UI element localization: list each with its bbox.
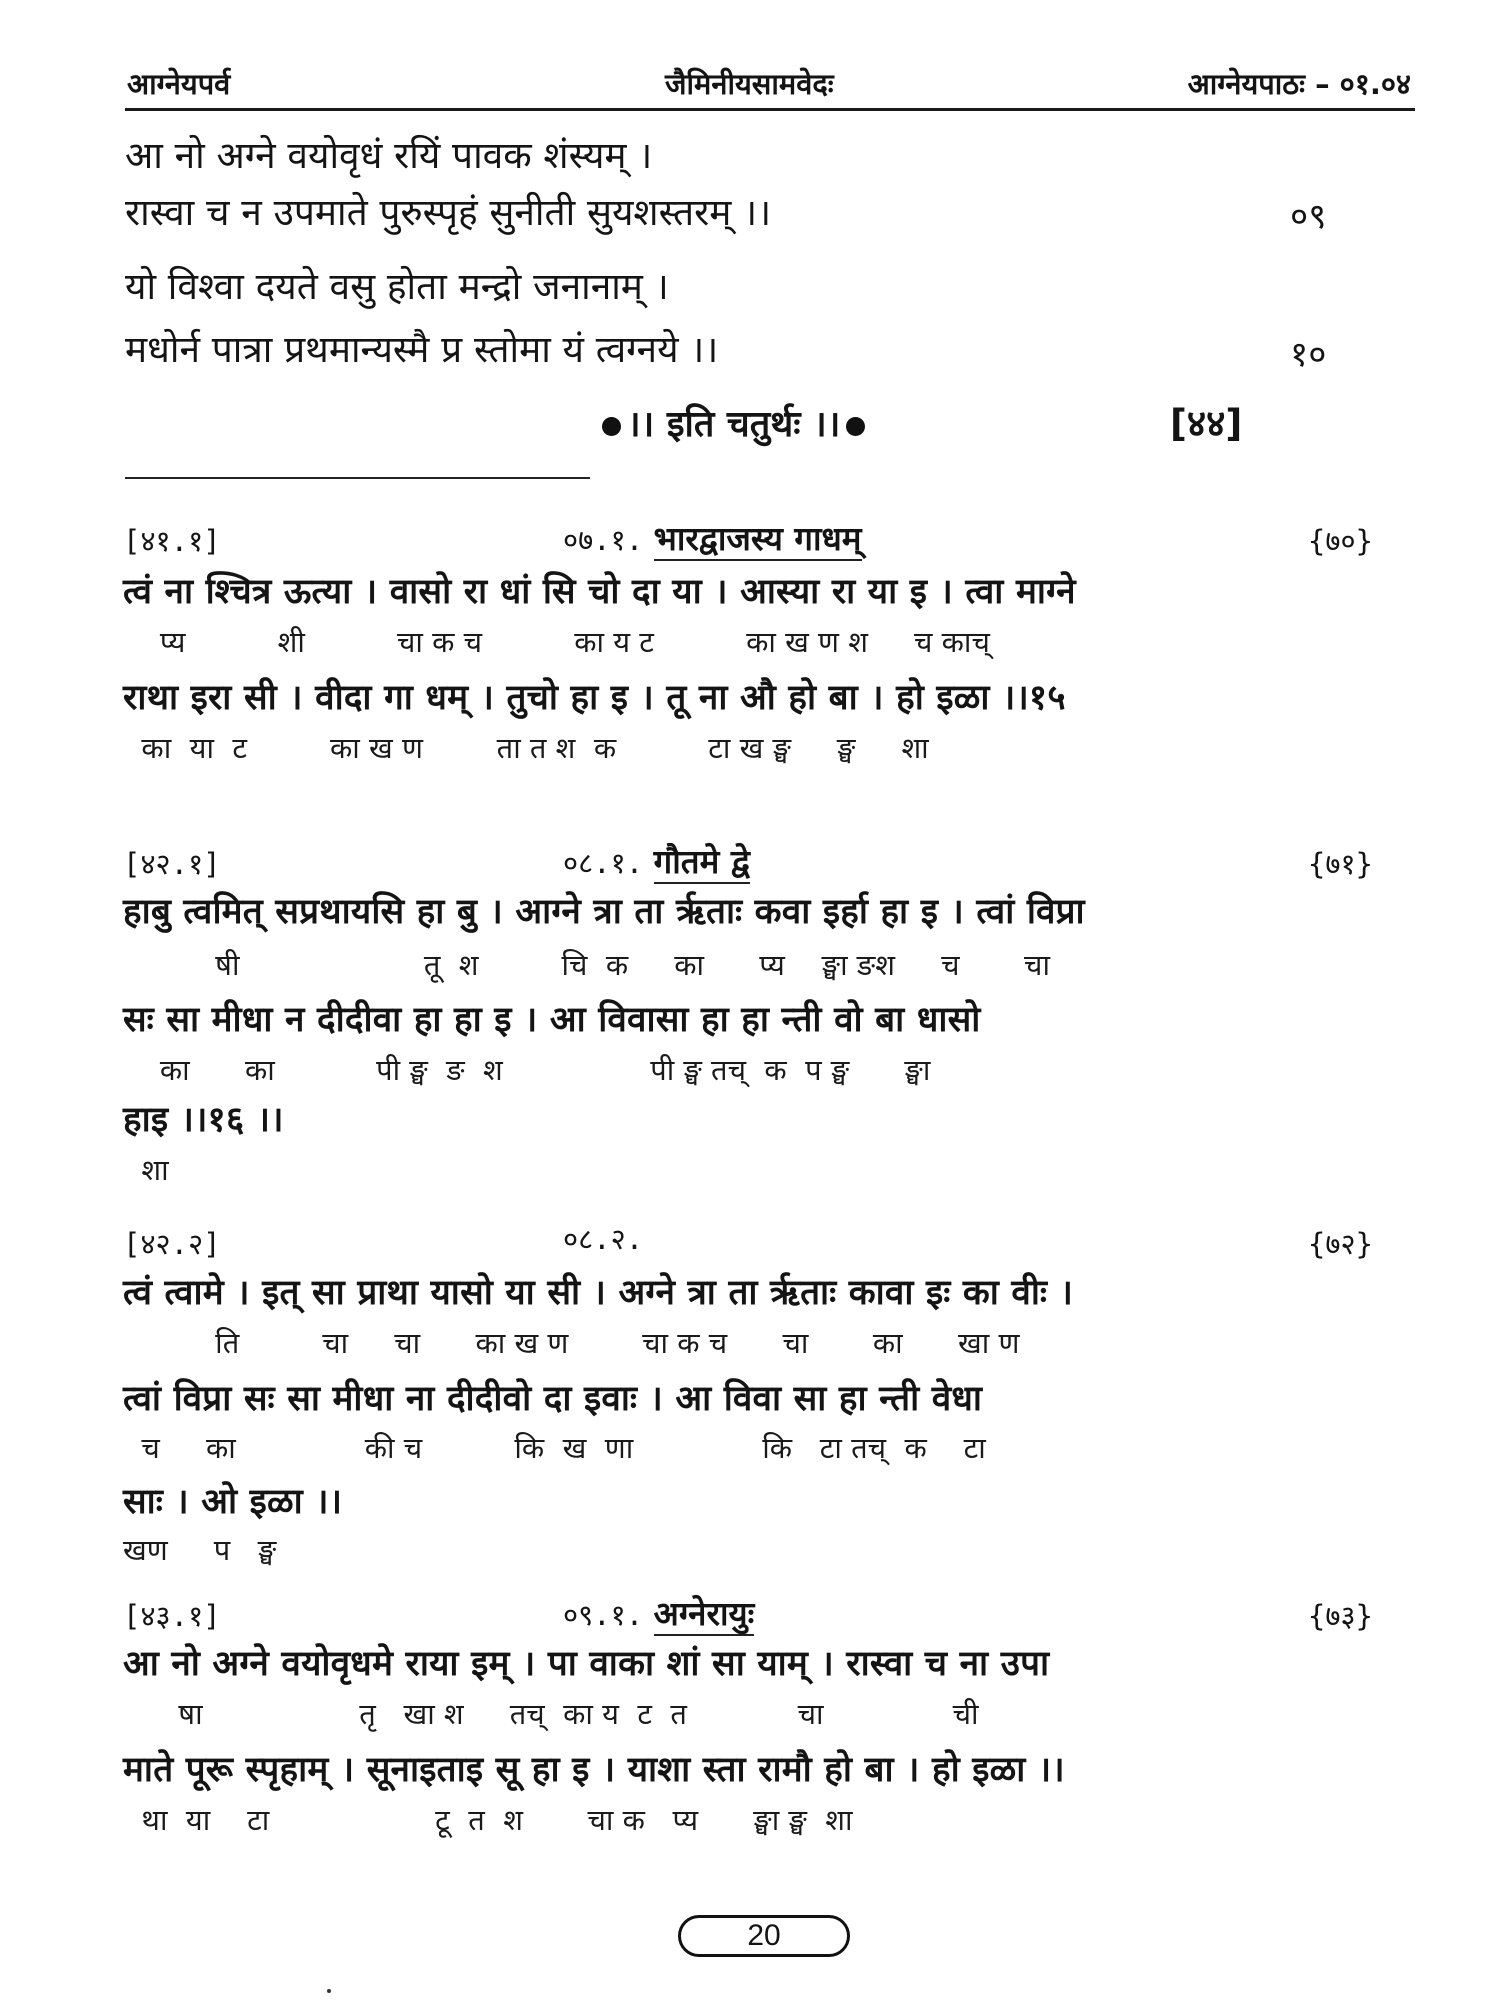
section-ending: [596, 398, 871, 447]
notation-line: ति चा चा का ख ण चा क च चा का खा ण: [123, 1326, 1020, 1360]
scan-speck: [327, 1989, 331, 1993]
header-center: जैमिनीयसामवेदः: [665, 67, 834, 101]
section-title: [563, 838, 750, 883]
section-title: [563, 515, 862, 560]
chant-line: त्वं त्वामे । इत् सा प्राथा यासो या सी । अग्ने त्रा ता रृताः कावा इः का वीः ।: [123, 1273, 1074, 1313]
section-index: {७२}: [1307, 1227, 1373, 1261]
header-right: आग्नेयपाठः – ०१.०४: [1187, 67, 1411, 101]
page-number: 20: [747, 1919, 781, 1952]
section-ref: [४१.१]: [123, 524, 221, 558]
chant-line: त्वां विप्रा सः सा मीधा ना दीदीवो दा इवाः । आ विवा सा हा न्ती वेधा: [123, 1379, 983, 1419]
chant-line: साः । ओ इळा ।।: [123, 1482, 343, 1522]
section-name: गौतमे द्वे: [654, 842, 750, 884]
section-name: भारद्वाजस्य गाधम्: [654, 519, 862, 561]
notation-line: षी तू श चि क का प्य ङ्घा ङश च चा: [123, 948, 1050, 982]
notation-line: शा: [123, 1153, 169, 1187]
section-header: [123, 838, 1373, 884]
section-index: {७३}: [1307, 1599, 1373, 1633]
notation-line: का या ट का ख ण ता त श क टा ख ङ्घ ङ्घ शा: [123, 731, 929, 765]
section-header: [123, 1590, 1373, 1636]
section-header: [123, 1218, 1373, 1264]
chant-line: माते पूरू स्पृहाम् । सूनाइताइ सू हा इ । याशा स्ता रामौ हो बा । हो इळा ।।: [123, 1750, 1065, 1790]
bullet-icon: [846, 417, 865, 436]
section-title: [563, 1590, 754, 1635]
section-header: [123, 515, 1373, 561]
verse-line: रास्वा च न उपमाते पुरुस्पृहं सुनीती सुयशस्तरम् ।।: [125, 191, 772, 234]
verse-number: १०: [1290, 335, 1327, 375]
section-ref: [४३.१]: [123, 1599, 221, 1633]
verse-line: आ नो अग्ने वयोवृधं रयिं पावक शंस्यम् ।: [125, 134, 653, 177]
chant-line: हाइ ।।१६ ।।: [123, 1100, 284, 1140]
section-number: ०८.२.: [563, 1222, 644, 1256]
notation-line: था या टा टू त श चा क प्य ङ्घा ङ्घ शा: [123, 1803, 853, 1837]
section-number: ०९.१.: [563, 1598, 644, 1632]
notation-line: का का पी ङ्घ ङ श पी ङ्घ तच् क प ङ्घ ङ्घा: [123, 1053, 931, 1087]
divider: [125, 477, 590, 479]
page-number-badge: [678, 1915, 850, 1957]
verse-line: यो विश्वा दयते वसु होता मन्द्रो जनानाम् ।: [125, 265, 669, 308]
notation-line: खण प ङ्घ: [123, 1533, 277, 1567]
section-number: ०८.१.: [563, 846, 644, 880]
chant-line: सः सा मीधा न दीदीवा हा हा इ । आ विवासा हा हा न्ती वो बा धासो: [123, 1000, 981, 1040]
verse-total: [४४]: [1170, 402, 1243, 445]
chant-line: राथा इरा सी । वीदा गा धम् । तुचो हा इ । तू ना औ हो बा । हो इळा ।।१५: [123, 678, 1066, 718]
notation-line: षा तृ खा श तच् का य ट त चा ची: [123, 1697, 979, 1731]
section-number: ०७.१.: [563, 523, 644, 557]
page-header: [125, 62, 1415, 111]
section-index: {७०}: [1307, 524, 1373, 558]
chant-line: आ नो अग्ने वयोवृधमे राया इम् । पा वाका शां सा याम् । रास्वा च ना उपा: [123, 1644, 1050, 1684]
verse-number: ०९: [1290, 197, 1327, 237]
section-name: अग्नेरायुः: [654, 1594, 755, 1636]
section-title: [563, 1218, 643, 1258]
bullet-icon: [602, 417, 621, 436]
section-ref: [४२.१]: [123, 847, 221, 881]
section-index: {७१}: [1307, 847, 1373, 881]
ending-text: ।। इति चतुर्थः ।।: [627, 404, 841, 445]
header-left: आग्नेयपर्व: [127, 67, 231, 101]
chant-line: त्वं ना श्चित्र ऊत्या । वासो रा धां सि चो दा या । आस्या रा या इ । त्वा माग्ने: [123, 572, 1076, 612]
chant-line: हाबु त्वमित् सप्रथायसि हा बु । आग्ने त्रा ता रृताः कवा इर्हा हा इ । त्वां विप्रा: [123, 892, 1085, 932]
verse-line: मधोर्न पात्रा प्रथमान्यस्मै प्र स्तोमा यं त्वग्नये ।।: [125, 328, 719, 371]
section-ref: [४२.२]: [123, 1227, 221, 1261]
notation-line: च का की च कि ख णा कि टा तच् क टा: [123, 1431, 986, 1465]
notation-line: प्य शी चा क च का य ट का ख ण श च काच्: [123, 625, 990, 659]
